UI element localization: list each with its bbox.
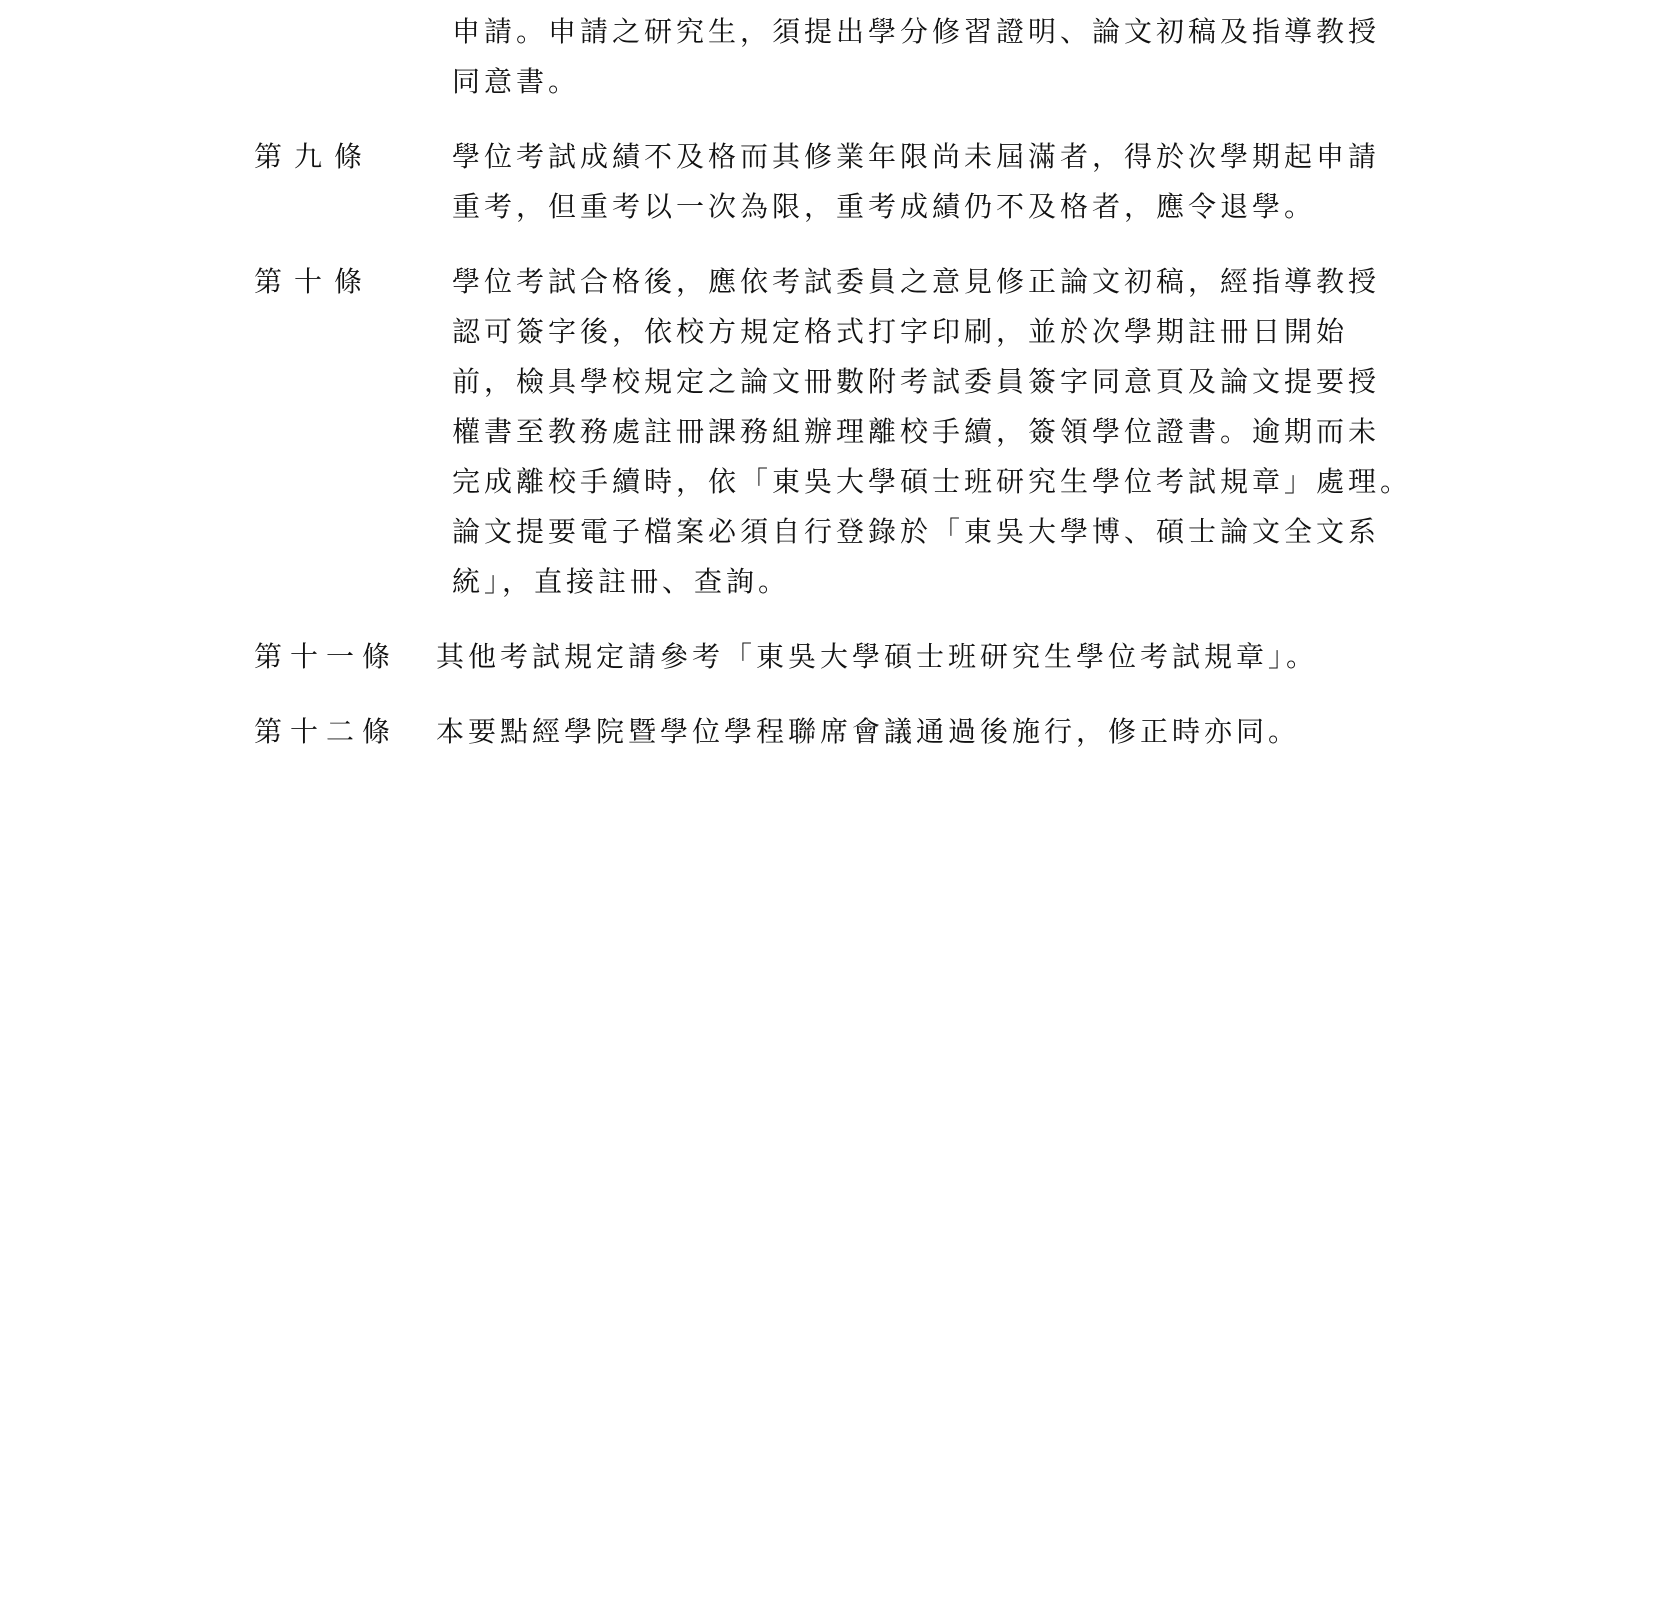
article-10-label: 第十條 bbox=[254, 265, 375, 298]
article-11-label: 第十一條 bbox=[254, 640, 399, 673]
article-10-line-3: 前，檢具學校規定之論文冊數附考試委員簽字同意頁及論文提要授 bbox=[452, 365, 1381, 398]
article-9-label: 第九條 bbox=[254, 140, 375, 173]
article-10-line-6: 論文提要電子檔案必須自行登錄於「東吳大學博、碩士論文全文系 bbox=[452, 515, 1381, 548]
article-10-line-2: 認可簽字後，依校方規定格式打字印刷，並於次學期註冊日開始 bbox=[452, 315, 1349, 348]
article-11-line-1: 其他考試規定請參考「東吳大學碩士班研究生學位考試規章」。 bbox=[436, 640, 1319, 673]
continuation-line-1: 申請。申請之研究生，須提出學分修習證明、論文初稿及指導教授 bbox=[452, 15, 1381, 48]
continuation-line-2: 同意書。 bbox=[452, 65, 581, 98]
article-10-line-1: 學位考試合格後，應依考試委員之意見修正論文初稿，經指導教授 bbox=[452, 265, 1381, 298]
article-9-line-2: 重考，但重考以一次為限，重考成績仍不及格者，應令退學。 bbox=[452, 190, 1317, 223]
article-12-label: 第十二條 bbox=[254, 715, 399, 748]
article-10-line-4: 權書至教務處註冊課務組辦理離校手續，簽領學位證書。逾期而未 bbox=[452, 415, 1381, 448]
article-10-line-7: 統」，直接註冊、查詢。 bbox=[452, 565, 791, 598]
article-12-line-1: 本要點經學院暨學位學程聯席會議通過後施行，修正時亦同。 bbox=[436, 715, 1301, 748]
article-9-line-1: 學位考試成績不及格而其修業年限尚未屆滿者，得於次學期起申請 bbox=[452, 140, 1381, 173]
article-10-line-5: 完成離校手續時，依「東吳大學碩士班研究生學位考試規章」處理。 bbox=[452, 465, 1413, 498]
